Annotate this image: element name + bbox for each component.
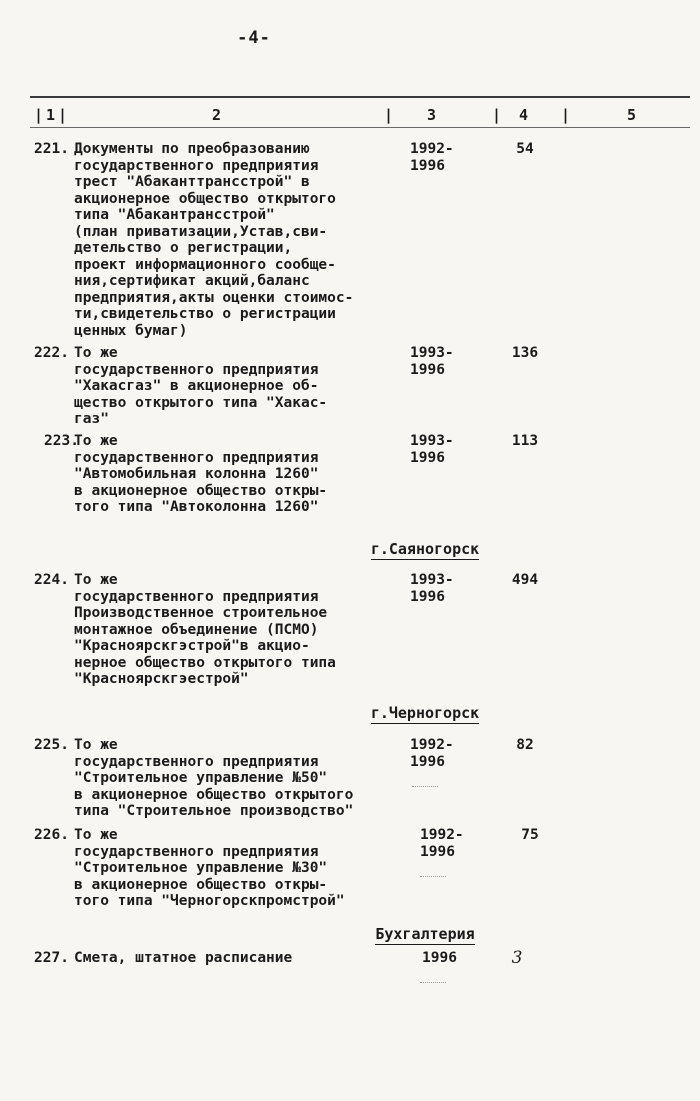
entry-dates: 1993- 1996 [410,433,454,466]
column-header-row [0,106,700,126]
entry-description: То же государственного предприятия "Строительное управление №30" в акционерное общество откры- того типа "Черногорскпромстрой" [74,827,345,909]
entry-number: 227. [34,950,69,966]
column-separator: | [561,106,571,124]
entry-description: Смета, штатное расписание [74,950,293,966]
entry-number: 225. [34,737,69,753]
column-header-2: 2 [212,106,222,124]
scan-speck [412,786,438,788]
entry-description: То же государственного предприятия Производственное строительное монтажное объединение (ПСМО) "Красноярскгэстрой"в акцио- нерное общество открытого типа "Красноярскгэестрой" [74,572,336,687]
entry-description: То же государственного предприятия "Строительное управление №50" в акционерное общество открытого типа "Строительное производство" [74,737,354,819]
entry-dates: 1996 [422,950,457,966]
section-heading-sayanogorsk: г.Саяногорск [370,540,480,558]
entry-sheet-count: 136 [511,345,539,361]
column-header-1: 1 [46,106,56,124]
entry-sheet-count: 82 [516,737,534,753]
section-heading-accounting: Бухгалтерия [375,925,475,943]
page-number: -4- [237,28,271,48]
entry-number: 221. [34,141,69,157]
column-header-4: 4 [519,106,529,124]
scan-speck [420,876,446,878]
column-separator: | [58,106,68,124]
header-bottom-rule [30,127,690,128]
entry-dates: 1993- 1996 [410,345,454,378]
entry-sheet-count: 3 [511,948,523,968]
entry-description: Документы по преобразованию государственного предприятия трест "Абаканттрансстрой" в акционерное общество открытого типа "Абакантрансстрой" (план приватизации,Устав,сви- детельство о регистрации, проект информационного сообще- ния,сертификат акций,баланс предприятия,акты оценки стоимос- ти,свидетельство о регистрации ценных бумаг) [74,141,354,339]
entry-description: То же государственного предприятия "Автомобильная колонна 1260" в акционерное общество откры- того типа "Автоколонна 1260" [74,433,328,515]
column-header-5: 5 [627,106,637,124]
entry-number: 224. [34,572,69,588]
entry-number: 223. [44,433,79,449]
scan-speck [420,982,446,984]
entry-dates: 1992- 1996 [420,827,464,860]
column-separator: | [34,106,44,124]
entry-number: 222. [34,345,69,361]
entry-number: 226. [34,827,69,843]
entry-sheet-count: 54 [516,141,534,157]
entry-description: То же государственного предприятия "Хакасгаз" в акционерное об- щество открытого типа "Хакас- газ" [74,345,328,427]
entry-dates: 1992- 1996 [410,737,454,770]
header-top-rule [30,96,690,98]
column-separator: | [384,106,394,124]
section-heading-chernogorsk: г.Черногорск [370,704,480,722]
entry-sheet-count: 75 [521,827,539,843]
entry-dates: 1993- 1996 [410,572,454,605]
entry-sheet-count: 494 [511,572,539,588]
entry-dates: 1992- 1996 [410,141,454,174]
entry-sheet-count: 113 [511,433,539,449]
column-separator: | [492,106,502,124]
column-header-3: 3 [427,106,437,124]
